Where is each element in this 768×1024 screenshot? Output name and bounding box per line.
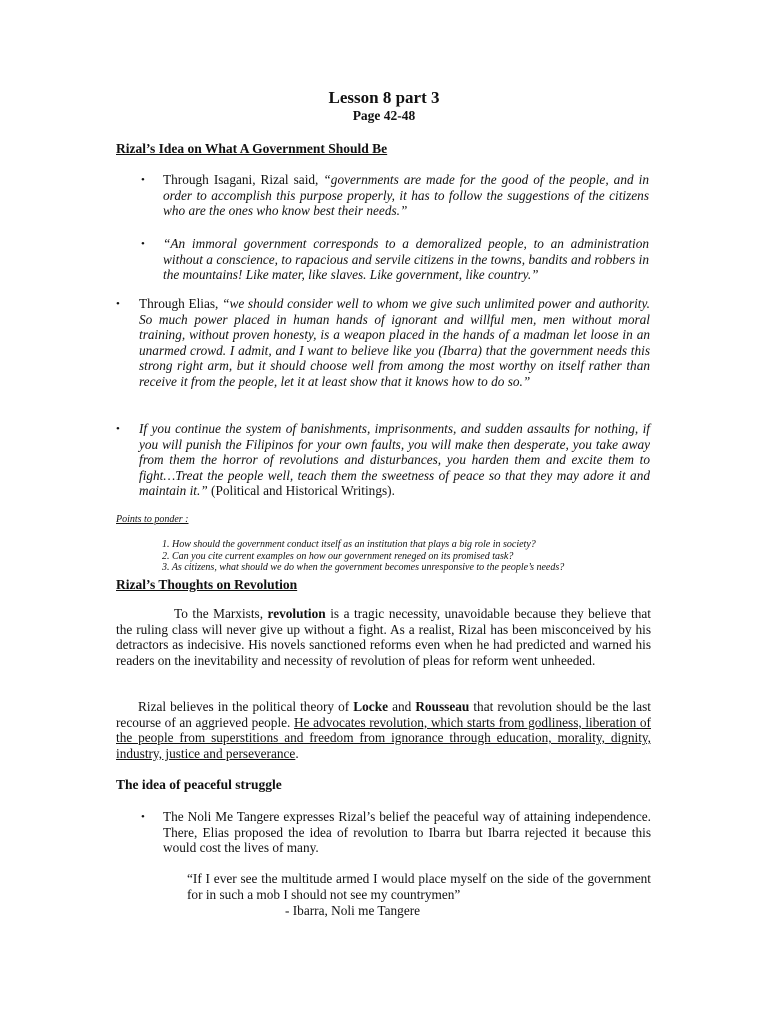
locke-term: Locke xyxy=(353,699,388,714)
ponder-item: 1. How should the government conduct itself as an institution that plays a big role in society? xyxy=(162,539,536,550)
banishments-text: If you continue the system of banishments, imprisonments, and sudden assaults for nothing, if you will punish the Filipinos for your own faults, you will make then desperate, you take away from them the horror of revolutions and disturbances, you harden them and excite them to fight…Treat the people well, teach them the sweetness of peace so that they may adore it and maintain it.” xyxy=(139,421,650,499)
isagani-text: “governments are made for the good of the people, and in order to accomplish this purpose properly, it has to follow the suggestions of the citizens who are the ones who know best their needs.” xyxy=(163,172,649,219)
locke-text-cont: that revolution should be the last recourse of an aggrieved people. xyxy=(116,699,651,730)
ibarra-attribution: - Ibarra, Noli me Tangere xyxy=(285,903,421,918)
locke-text: Rizal believes in the political theory of xyxy=(138,699,354,714)
locke-rousseau-paragraph xyxy=(116,699,651,761)
rousseau-term: Rousseau xyxy=(415,699,470,714)
elias-lead: Through Elias, xyxy=(139,296,223,311)
and-text: and xyxy=(388,699,416,714)
ibarra-quote: “If I ever see the multitude armed I would place myself on the side of the government for in such a mob I should not see my countrymen” xyxy=(187,871,651,902)
elias-text: “we should consider well to whom we give such unlimited power and authority. So much power placed in human hands of ignorant and willful men, men without moral training, without proven honesty, is a weapon placed in the hands of a madman let loose in an unarmed crowd. I admit, and I want to believe like you (Ibarra) that the government needs this strong right arm, but it should choose well from among the most worthy on itself rather than receive it from the people, let it at least show that it knows how to do so.” xyxy=(139,296,650,389)
banishments-source: (Political and Historical Writings). xyxy=(207,483,395,499)
ponder-item: 3. As citizens, what should we do when the government becomes unresponsive to the people’s needs? xyxy=(162,562,565,573)
marxists-text-cont: is a tragic necessity, unavoidable because they believe that the ruling class will never give up without a fight. As a realist, Rizal has been misconceived by his detractors as indecisive. His novels sanctioned reforms even when he had predicted and warned his readers on the inevitability and necessity of revolution of pleas for reform went unheeded. xyxy=(116,606,651,668)
advocates-revolution-text: He advocates revolution, which starts from godliness, liberation of the people from superstitions and freedom from ignorance through education, morality, dignity, industry, justice and perseverance xyxy=(116,714,651,761)
marxists-paragraph xyxy=(116,606,651,668)
bullet-icon: • xyxy=(141,174,145,186)
bullet-icon: • xyxy=(141,238,145,250)
section-heading-government: Rizal’s Idea on What A Government Should Be xyxy=(116,141,388,156)
isagani-lead: Through Isagani, Rizal said, xyxy=(163,172,324,187)
revolution-term: revolution xyxy=(267,606,326,621)
page-range: Page 42-48 xyxy=(352,108,416,123)
bullet-icon: • xyxy=(116,423,120,435)
banishments-quote xyxy=(139,421,650,499)
period: . xyxy=(295,745,299,761)
section-heading-peaceful-struggle: The idea of peaceful struggle xyxy=(116,777,282,792)
isagani-quote xyxy=(163,172,649,219)
bullet-icon: • xyxy=(141,811,145,823)
marxists-text: To the Marxists, xyxy=(174,606,268,621)
elias-quote xyxy=(139,296,650,390)
noli-paragraph: The Noli Me Tangere expresses Rizal’s belief the peaceful way of attaining independence. There, Elias proposed the idea of revolution to Ibarra but Ibarra rejected it because this would cost the lives of many. xyxy=(163,809,651,856)
ponder-list xyxy=(162,539,642,574)
page-title: Lesson 8 part 3 xyxy=(328,88,440,107)
section-heading-revolution: Rizal’s Thoughts on Revolution xyxy=(116,577,298,592)
bullet-icon: • xyxy=(116,298,120,310)
immoral-government-quote: “An immoral government corresponds to a demoralized people, to an administration without a conscience, to rapacious and servile citizens in the towns, bandits and robbers in the mountains! Like mater, like slaves. Like government, like country.” xyxy=(163,236,649,283)
points-to-ponder-label: Points to ponder : xyxy=(116,514,189,525)
ponder-item: 2. Can you cite current examples on how our government reneged on its promised task? xyxy=(162,550,514,562)
